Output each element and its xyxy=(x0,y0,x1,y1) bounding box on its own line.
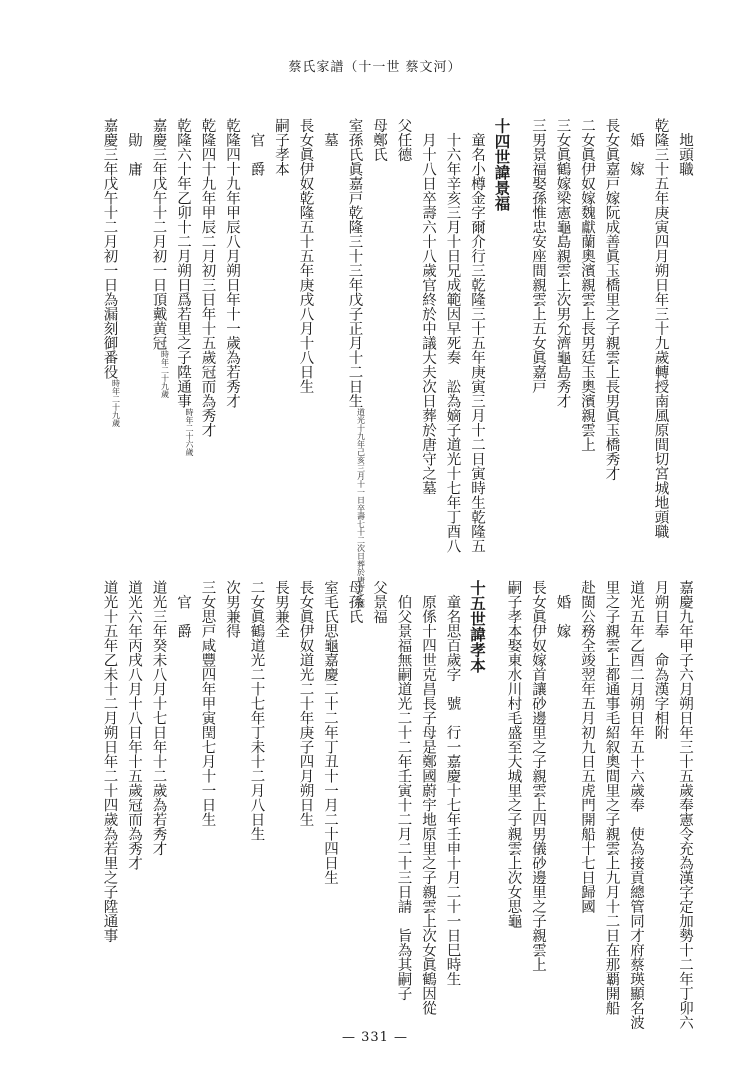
column-text: 父任德 xyxy=(395,118,412,162)
text-column xyxy=(221,118,243,408)
annotation-note: 時年二十九歲 xyxy=(160,350,170,398)
column-text: 嗣子孝本娶東水川村毛盛至大城里之子親雲上次女思龜 xyxy=(505,580,522,928)
column-text: 室毛氏思龜嘉慶二十二年丁丑十一月二十四日生 xyxy=(322,580,338,885)
text-column xyxy=(552,580,574,638)
text-column xyxy=(650,580,672,740)
page-number: — 331 — xyxy=(341,1030,409,1045)
text-column xyxy=(674,580,696,1030)
text-column xyxy=(270,118,292,176)
column-text: 次男兼得 xyxy=(224,580,240,638)
column-text: 道光五年乙酉二月朔日年五十六歲奉 使為接貢總管同才府蔡瑛顯名波 xyxy=(628,580,644,1030)
text-column xyxy=(466,118,488,553)
column-text: 十四世諱景福 xyxy=(492,118,512,211)
column-text: 長女眞伊奴道光二十年庚子四月朔日生 xyxy=(297,580,314,827)
text-column xyxy=(295,118,317,394)
annotation-note: 道光十九年己亥三月十一日卒壽七十二次日葬於唐守之墓 xyxy=(356,408,366,608)
column-text: 地頭職 xyxy=(677,118,693,176)
column-text: 乾隆六十年乙卯十二月朔日爲若里之子陞通事 xyxy=(175,118,191,408)
column-text: 月十八日卒壽六十八歲官終於中議大夫次日葬於唐守之墓 xyxy=(420,118,436,495)
text-column xyxy=(319,118,341,147)
text-column xyxy=(172,118,194,456)
text-column xyxy=(295,580,317,827)
text-column xyxy=(552,118,574,408)
column-text: 勛 庸 xyxy=(126,118,142,176)
column-text: 乾隆四十九年甲辰八月朔日年十一歲為若秀才 xyxy=(224,118,240,408)
text-column xyxy=(393,580,415,1001)
column-text: 十六年辛亥三月十日兄成範因早死奏 訟為嫡子道光十七年丁酉八 xyxy=(444,118,461,553)
text-column xyxy=(650,118,672,539)
text-column xyxy=(172,580,194,638)
column-text: 月朔日奉 命為漢字相附 xyxy=(652,580,669,740)
column-text: 母鄭氏 xyxy=(371,118,387,162)
column-text: 道光十五年乙未十二月朔日年二十四歲為若里之子陞通事 xyxy=(101,580,118,943)
column-text: 婚 嫁 xyxy=(628,118,644,176)
text-column xyxy=(417,118,439,495)
column-text: 三男景福娶孫惟忠安座間親雲上五女眞嘉戸 xyxy=(530,118,546,394)
column-text: 嘉慶三年戊午十二月初一日為漏刻御番役 xyxy=(101,118,118,379)
text-column xyxy=(148,580,170,856)
column-text: 長男兼全 xyxy=(273,580,289,638)
column-text: 長女眞伊奴乾隆五十五年庚戌八月十八日生 xyxy=(297,118,314,394)
text-column xyxy=(417,580,439,1015)
column-text: 父景福 xyxy=(371,580,387,624)
text-column xyxy=(625,118,647,176)
text-column xyxy=(319,580,341,885)
text-column xyxy=(221,580,243,638)
column-text: 長女眞嘉戸嫁阮成善眞玉橋里之子親雲上長男眞玉橋秀才 xyxy=(603,118,620,481)
text-column xyxy=(601,118,623,481)
column-text: 嘉慶三年戊午十二月初一日頂戴黄冠 xyxy=(150,118,167,350)
text-column xyxy=(442,580,464,986)
text-column xyxy=(576,580,598,914)
text-column xyxy=(148,118,170,398)
text-column xyxy=(674,118,696,176)
column-text: 室孫氏眞嘉戸乾隆三十三年戊子正月十二日生 xyxy=(346,118,363,408)
column-text: 嘉慶九年甲子六月朔日年三十五歲奉憲令充為漢字定加勢十二年丁卯六 xyxy=(677,580,693,1030)
column-text: 原係十四世克昌長子母是鄭國蔚宇地原里之子親雲上次女眞鶴因從 xyxy=(420,580,436,1015)
text-column xyxy=(197,118,219,437)
text-column xyxy=(246,580,268,841)
column-text: 官 爵 xyxy=(175,580,191,638)
annotation-note: 時年二十九歲 xyxy=(111,379,121,427)
text-column xyxy=(393,118,415,162)
text-column xyxy=(99,580,121,943)
text-column xyxy=(197,580,219,827)
column-text: 赴閩公務全竣翌年五月初九日五虎門開船十七日歸國 xyxy=(579,580,595,914)
page-title: 蔡氏家譜（十一世 蔡文河） xyxy=(288,60,462,75)
column-text: 嗣子孝本 xyxy=(273,118,289,176)
column-text: 道光六年丙戌八月十八日年十五歲冠而為秀才 xyxy=(126,580,142,870)
column-text: 童名小樽金字爾介行三乾隆三十五年庚寅三月十二日寅時生乾隆五 xyxy=(469,118,485,553)
column-text: 乾隆四十九年甲辰二月初三日年十五歲冠而為秀才 xyxy=(199,118,216,437)
lower-text-block xyxy=(46,580,696,1030)
text-column xyxy=(368,118,390,162)
column-text: 道光三年癸未八月十七日年十二歲為若秀才 xyxy=(150,580,167,856)
text-column xyxy=(503,580,525,928)
generation-heading xyxy=(491,118,513,211)
column-text: 長女眞伊奴嫁首讓砂邊里之子親雲上四男儀砂邊里之子親雲上 xyxy=(530,580,546,972)
column-text: 三女思戸咸豐四年甲寅閏七月十一日生 xyxy=(199,580,216,827)
text-column xyxy=(123,580,145,870)
column-text: 墓 xyxy=(322,118,338,147)
text-column xyxy=(344,580,366,624)
column-text: 二女眞鶴道光二十七年丁未十二月八日生 xyxy=(248,580,265,841)
annotation-note: 時年二十六歲 xyxy=(185,408,194,456)
column-text: 里之子親雲上都通事毛紹叙奧間里之子親雲上九月十二日在那覇開船 xyxy=(603,580,620,1015)
column-text: 官 爵 xyxy=(248,118,265,176)
text-column xyxy=(601,580,623,1015)
column-text: 婚 嫁 xyxy=(554,580,571,638)
text-column xyxy=(625,580,647,1030)
column-text: 乾隆三十五年庚寅四月朔日年三十九歲轉授南風原間切宮城地頭職 xyxy=(652,118,669,539)
text-column xyxy=(527,118,549,394)
column-text: 母孫氏 xyxy=(346,580,363,624)
column-text: 二女眞伊奴嫁魏獻蘭奧濱親雲上長男廷玉奧濱親雲上 xyxy=(579,118,595,452)
text-column xyxy=(576,118,598,452)
text-column xyxy=(368,580,390,624)
text-column xyxy=(270,580,292,638)
column-text: 童名思百歲字 號 行一嘉慶十七年壬申十月二十一日巳時生 xyxy=(444,580,461,986)
column-text: 三女眞鶴嫁梁憲龜島親雲上次男允濟龜島秀才 xyxy=(554,118,571,408)
text-column xyxy=(99,118,121,427)
text-column xyxy=(123,118,145,176)
text-column xyxy=(246,118,268,176)
column-text: 伯父景福無嗣道光二十二年壬寅十二月二十三日請 旨為其嗣子 xyxy=(395,580,412,1001)
text-column xyxy=(442,118,464,553)
column-text: 十五世諱孝本 xyxy=(468,580,487,673)
generation-heading xyxy=(466,580,488,673)
text-column xyxy=(527,580,549,972)
